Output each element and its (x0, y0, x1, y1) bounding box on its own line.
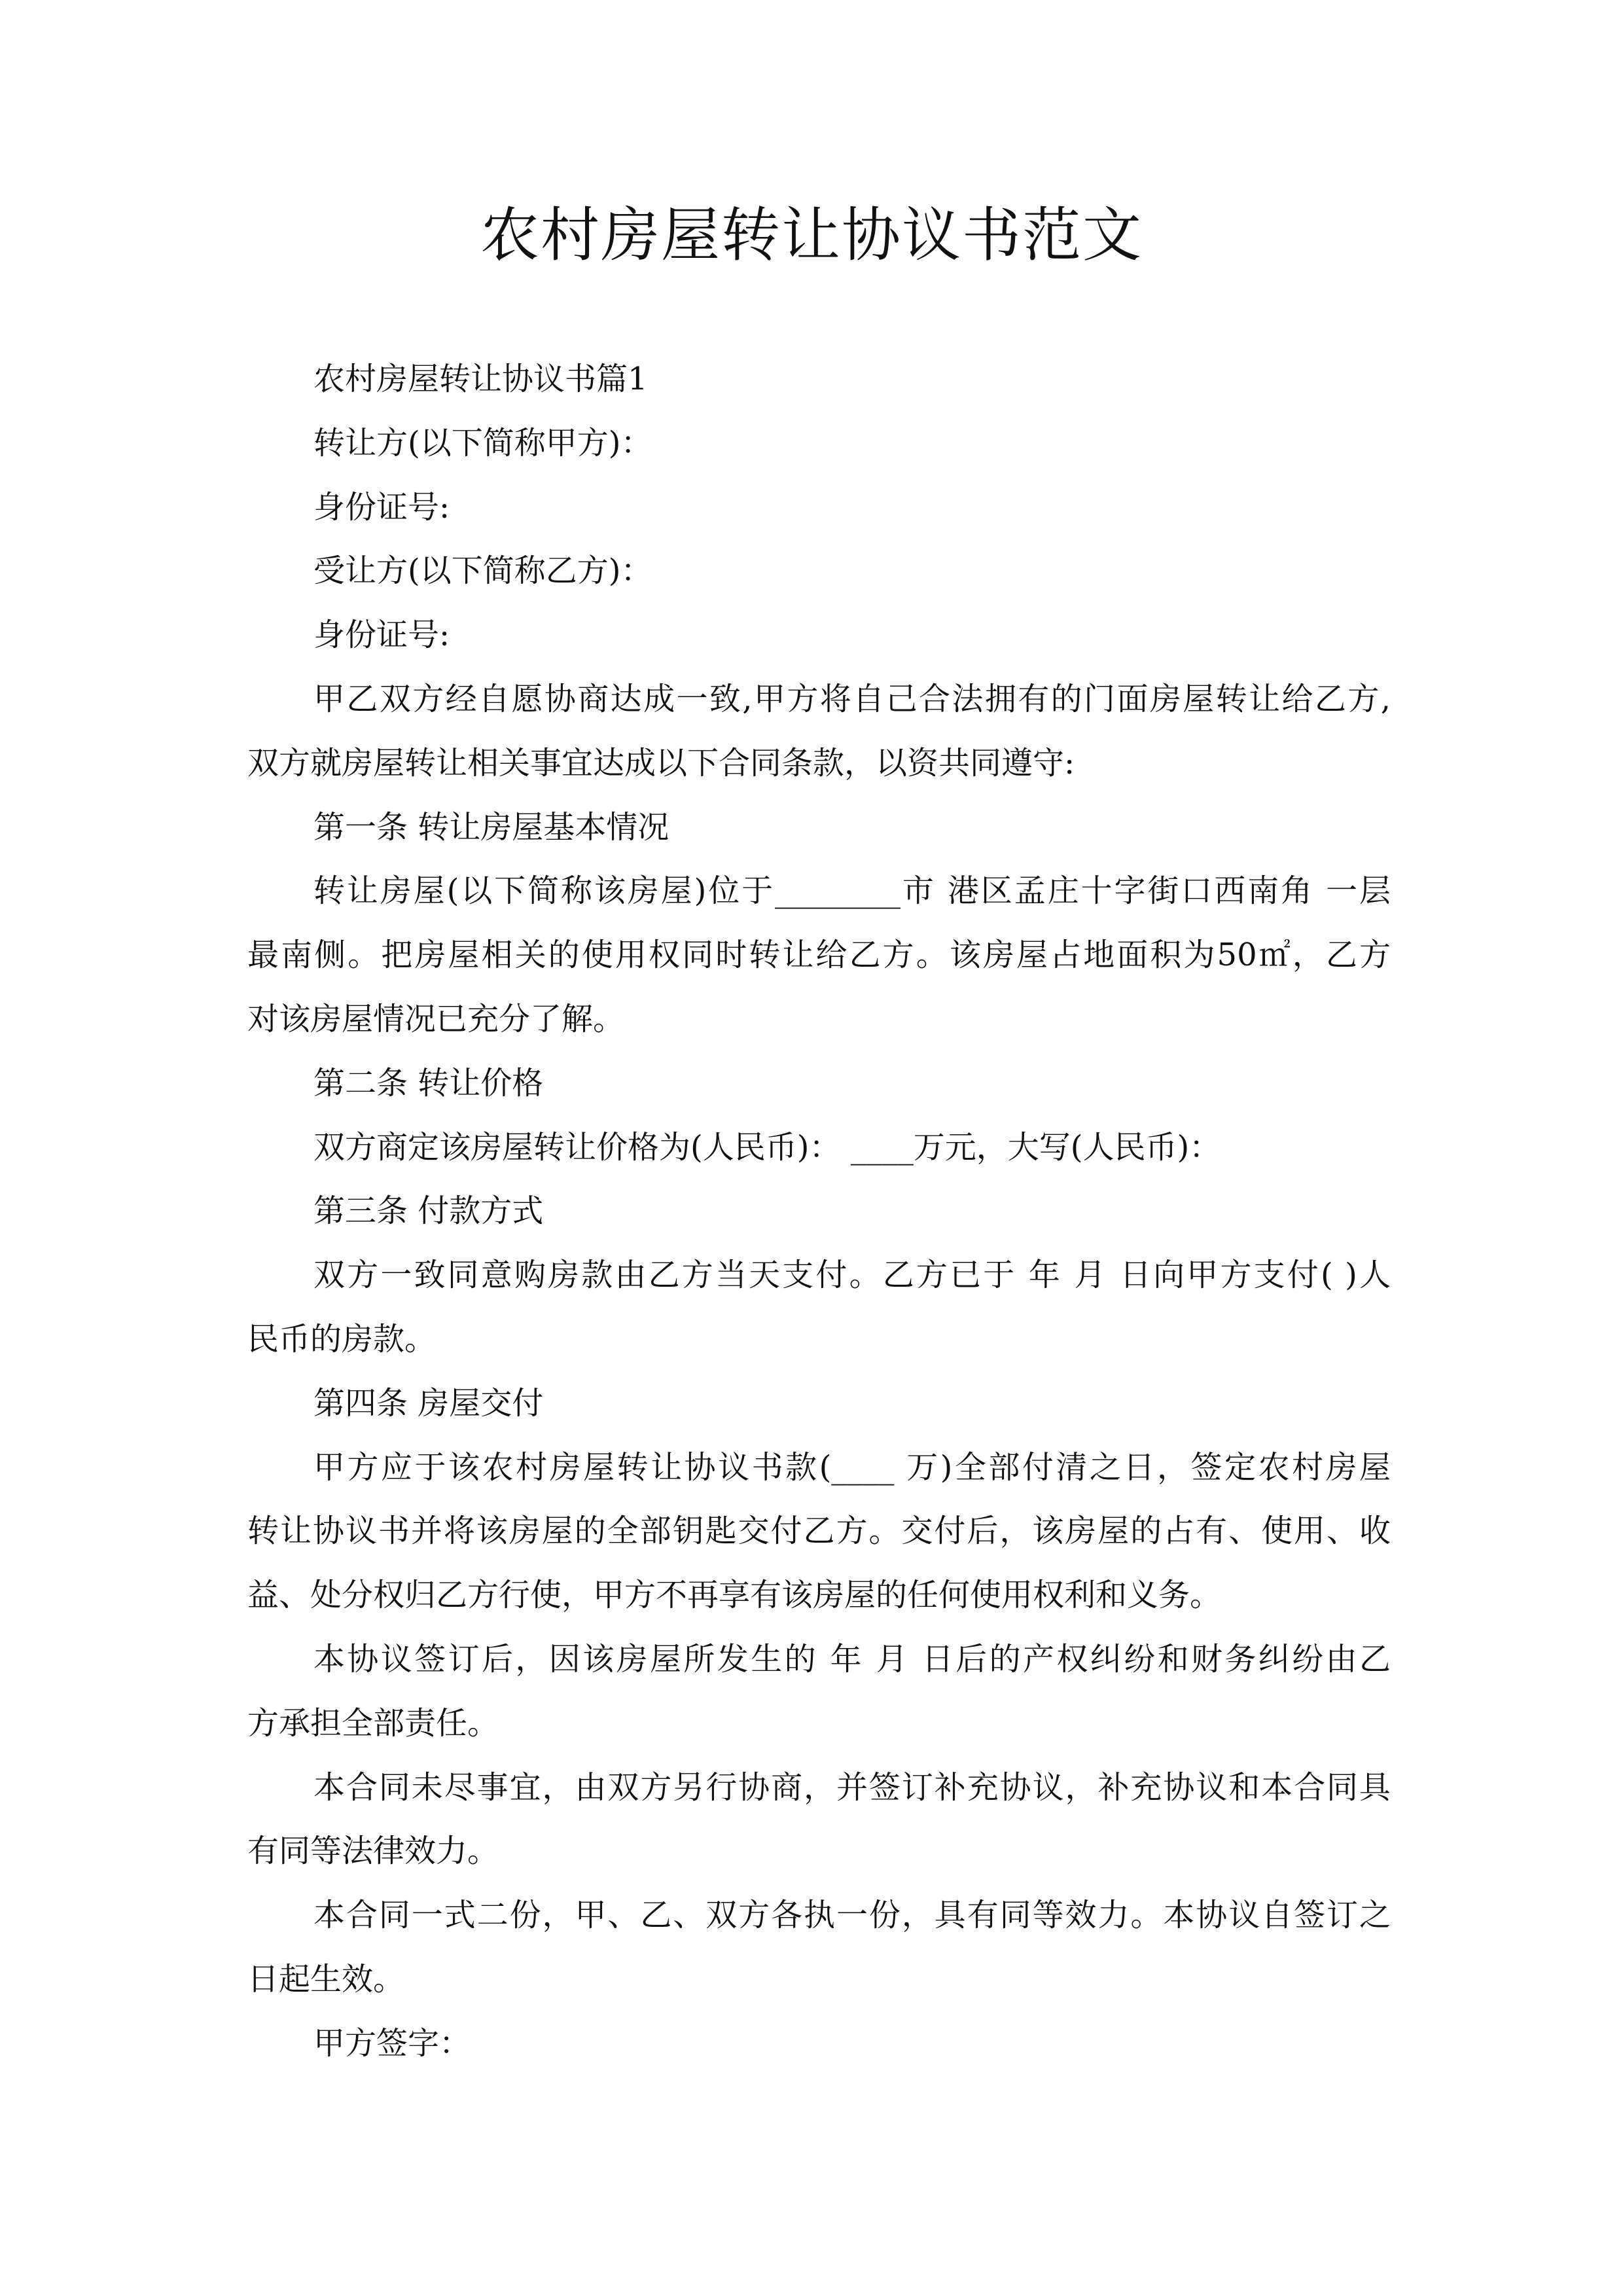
paragraph (247, 476, 1391, 540)
paragraph (247, 1244, 1391, 1372)
paragraph (247, 412, 1391, 476)
paragraph-line: 最南侧。把房屋相关的使用权同时转让给乙方。该房屋占地面积为50㎡，乙方 (247, 937, 1391, 974)
paragraph-line: 农村房屋转让协议书篇1 (313, 361, 648, 397)
paragraph-line: 第四条 房屋交付 (313, 1384, 544, 1422)
paragraph-line: 转让房屋(以下简称该房屋)位于________市 港区孟庄十字街口西南角 一层 (313, 872, 1391, 910)
paragraph-line: 对该房屋情况已充分了解。 (247, 1000, 625, 1037)
paragraph (247, 1372, 1391, 1436)
paragraph (247, 1179, 1391, 1244)
paragraph-line: 双方就房屋转让相关事宜达成以下合同条款，以资共同遵守: (247, 744, 1075, 781)
paragraph-line: 双方商定该房屋转让价格为(人民币)： ____万元，大写(人民币)： (313, 1128, 1221, 1166)
paragraph-line: 本合同未尽事宜，由双方另行协商，并签订补充协议，补充协议和本合同具 (313, 1768, 1391, 1806)
paragraph-line: 日起生效。 (247, 1960, 405, 1998)
paragraph (247, 1052, 1391, 1116)
paragraph (247, 539, 1391, 603)
paragraph-line: 第二条 转让价格 (313, 1064, 544, 1102)
paragraph-line: 本协议签订后，因该房屋所发生的 年 月 日后的产权纠纷和财务纠纷由乙 (313, 1640, 1391, 1677)
paragraph-line: 甲乙双方经自愿协商达成一致,甲方将自己合法拥有的门面房屋转让给乙方, (313, 680, 1391, 717)
paragraph-line: 身份证号: (313, 488, 450, 526)
paragraph-line: 双方一致同意购房款由乙方当天支付。乙方已于 年 月 日向甲方支付( )人 (313, 1257, 1391, 1294)
paragraph-line: 第三条 付款方式 (313, 1193, 544, 1230)
paragraph-line: 受让方(以下简称乙方)： (313, 552, 652, 590)
paragraph-line: 方承担全部责任。 (247, 1704, 499, 1742)
paragraph (247, 2012, 1391, 2076)
paragraph-line: 民币的房款。 (247, 1320, 437, 1357)
paragraph-line: 甲方签字： (313, 2024, 471, 2062)
paragraph-line: 转让方(以下简称甲方)： (313, 424, 652, 461)
paragraph (247, 668, 1391, 796)
paragraph (247, 1884, 1391, 2012)
paragraph-line: 甲方应于该农村房屋转让协议书款(____ 万)全部付清之日，签定农村房屋 (313, 1448, 1391, 1486)
paragraph (247, 1756, 1391, 1884)
paragraph-line: 第一条 转让房屋基本情况 (313, 808, 669, 846)
paragraph (247, 796, 1391, 860)
paragraph-line: 本合同一式二份，甲、乙、双方各执一份，具有同等效力。本协议自签订之 (313, 1897, 1391, 1934)
paragraph-line: 有同等法律效力。 (247, 1833, 499, 1870)
paragraph-line: 身份证号: (313, 617, 450, 654)
paragraph (247, 859, 1391, 1051)
paragraph (247, 348, 1391, 412)
document-body (247, 348, 1391, 2076)
paragraph (247, 1116, 1391, 1180)
paragraph-line: 益、处分权归乙方行使，甲方不再享有该房屋的任何使用权利和义务。 (247, 1577, 1222, 1614)
paragraph (247, 1436, 1391, 1628)
document-title: 农村房屋转让协议书范文 (480, 201, 1143, 270)
paragraph (247, 603, 1391, 668)
paragraph (247, 1628, 1391, 1756)
paragraph-line: 转让协议书并将该房屋的全部钥匙交付乙方。交付后，该房屋的占有、使用、收 (247, 1513, 1391, 1550)
